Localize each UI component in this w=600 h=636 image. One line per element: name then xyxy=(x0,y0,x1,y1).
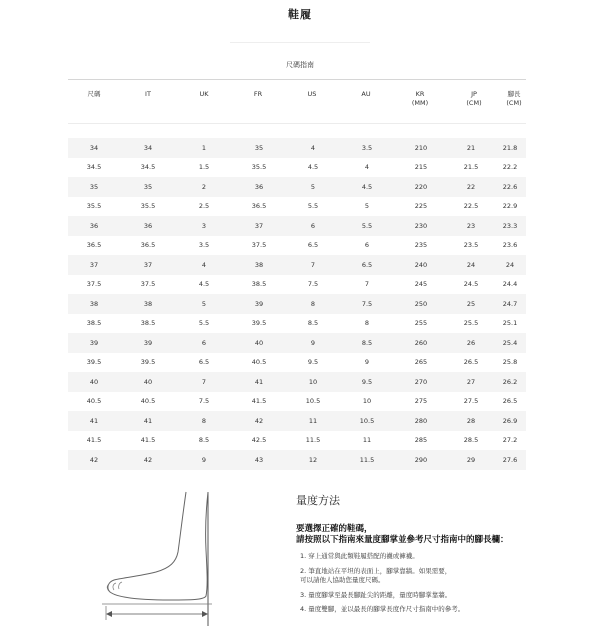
table-cell: 39 xyxy=(232,294,286,314)
table-cell: 35 xyxy=(68,177,120,197)
table-cell: 40.5 xyxy=(251,358,267,367)
table-row xyxy=(68,333,526,353)
table-cell: 2 xyxy=(176,177,232,197)
table-cell: 5 xyxy=(364,202,370,211)
table-cell: 38.5 xyxy=(140,319,156,328)
table-cell: 42 xyxy=(232,411,286,431)
table-cell: 6 xyxy=(286,216,340,236)
column-header: KR (MM) xyxy=(411,90,429,107)
table-cell: 3 xyxy=(176,216,232,236)
table-cell: 26.5 xyxy=(463,358,479,367)
table-cell: 220 xyxy=(394,177,448,197)
table-cell: 21 xyxy=(448,138,494,158)
table-cell: 37.5 xyxy=(251,241,267,250)
measure-step: 1. 穿上通常與此類鞋履搭配的襪或褲襪。 xyxy=(300,552,419,560)
table-cell: 34 xyxy=(68,138,120,158)
size-table xyxy=(68,138,526,470)
measure-steps xyxy=(300,552,590,620)
table-cell: 39.5 xyxy=(251,319,267,328)
table-cell: 35 xyxy=(232,138,286,158)
table-cell: 7 xyxy=(286,255,340,275)
table-cell: 22.6 xyxy=(494,177,526,197)
table-cell: 36.5 xyxy=(251,202,267,211)
table-cell: 11 xyxy=(286,411,340,431)
table-cell: 22.2 xyxy=(502,163,518,172)
table-cell: 1 xyxy=(176,138,232,158)
table-cell: 4 xyxy=(286,138,340,158)
page-title: 鞋履 xyxy=(288,8,312,21)
table-row xyxy=(68,255,526,275)
table-cell: 41.5 xyxy=(251,397,267,406)
header-divider xyxy=(68,123,526,124)
table-cell: 7 xyxy=(364,280,370,289)
table-cell: 8 xyxy=(286,294,340,314)
tab-size-guide[interactable]: 尺碼指南 xyxy=(286,61,314,69)
table-cell: 275 xyxy=(414,397,428,406)
measure-intro-line1: 要選擇正確的鞋碼， xyxy=(296,524,373,534)
table-cell: 225 xyxy=(414,202,428,211)
table-row xyxy=(68,353,526,373)
table-cell: 40 xyxy=(232,333,286,353)
table-cell: 9.5 xyxy=(307,358,319,367)
table-cell: 35 xyxy=(120,177,176,197)
table-cell: 22.5 xyxy=(463,202,479,211)
table-row xyxy=(68,392,526,412)
table-cell: 26.5 xyxy=(502,397,518,406)
table-cell: 26.9 xyxy=(494,411,526,431)
table-cell: 40.5 xyxy=(140,397,156,406)
table-cell: 27.2 xyxy=(502,436,518,445)
table-cell: 41.5 xyxy=(140,436,156,445)
table-cell: 8 xyxy=(364,319,370,328)
table-cell: 24 xyxy=(448,255,494,275)
table-cell: 250 xyxy=(394,294,448,314)
table-cell: 21.5 xyxy=(463,163,479,172)
table-cell: 285 xyxy=(414,436,428,445)
table-row xyxy=(68,177,526,197)
column-header: FR xyxy=(253,90,263,98)
table-cell: 37 xyxy=(120,255,176,275)
table-cell: 5.5 xyxy=(198,319,210,328)
table-cell: 41 xyxy=(68,411,120,431)
table-cell: 215 xyxy=(414,163,428,172)
table-cell: 290 xyxy=(394,450,448,470)
table-cell: 36.5 xyxy=(140,241,156,250)
table-cell: 22.9 xyxy=(502,202,518,211)
table-cell: 40 xyxy=(120,372,176,392)
table-row xyxy=(68,450,526,470)
table-cell: 260 xyxy=(394,333,448,353)
table-cell: 38.5 xyxy=(251,280,267,289)
measure-intro xyxy=(296,524,596,546)
table-cell: 3.5 xyxy=(198,241,210,250)
table-cell: 36 xyxy=(120,216,176,236)
table-cell: 7.5 xyxy=(198,397,210,406)
table-cell: 6.5 xyxy=(340,255,394,275)
table-cell: 4.5 xyxy=(340,177,394,197)
table-cell: 8 xyxy=(176,411,232,431)
table-cell: 10 xyxy=(362,397,372,406)
table-cell: 25.5 xyxy=(463,319,479,328)
table-row xyxy=(68,138,526,158)
table-cell: 25.1 xyxy=(502,319,518,328)
table-cell: 27 xyxy=(448,372,494,392)
table-cell: 28 xyxy=(448,411,494,431)
foot-measure-icon xyxy=(100,490,235,630)
table-cell: 22 xyxy=(448,177,494,197)
table-cell: 41 xyxy=(232,372,286,392)
table-cell: 23.6 xyxy=(502,241,518,250)
table-cell: 8.5 xyxy=(198,436,210,445)
table-cell: 23.3 xyxy=(494,216,526,236)
table-cell: 37 xyxy=(232,216,286,236)
table-cell: 40.5 xyxy=(86,397,102,406)
table-cell: 5 xyxy=(286,177,340,197)
tab-underline xyxy=(68,79,526,80)
table-cell: 10.5 xyxy=(305,397,321,406)
table-header xyxy=(68,90,526,120)
table-cell: 26 xyxy=(448,333,494,353)
table-cell: 24.7 xyxy=(494,294,526,314)
table-cell: 4.5 xyxy=(198,280,210,289)
table-cell: 2.5 xyxy=(198,202,210,211)
table-cell: 37.5 xyxy=(86,280,102,289)
table-cell: 35.5 xyxy=(251,163,267,172)
table-row xyxy=(68,431,526,451)
table-row xyxy=(68,411,526,431)
table-cell: 38 xyxy=(120,294,176,314)
table-row xyxy=(68,294,526,314)
column-header: JP (CM) xyxy=(466,90,482,107)
table-cell: 37.5 xyxy=(140,280,156,289)
table-row xyxy=(68,236,526,256)
table-cell: 25 xyxy=(448,294,494,314)
table-cell: 27.5 xyxy=(463,397,479,406)
table-cell: 23.5 xyxy=(463,241,479,250)
table-cell: 10.5 xyxy=(340,411,394,431)
table-cell: 39 xyxy=(120,333,176,353)
table-cell: 265 xyxy=(414,358,428,367)
table-cell: 39.5 xyxy=(86,358,102,367)
table-cell: 11.5 xyxy=(305,436,321,445)
table-cell: 280 xyxy=(394,411,448,431)
table-cell: 23 xyxy=(448,216,494,236)
column-header: IT xyxy=(145,90,151,98)
measure-step: 3. 量度腳掌至最長腳趾尖的距離，量度時腳掌靠牆。 xyxy=(300,590,452,599)
table-cell: 28.5 xyxy=(463,436,479,445)
table-cell: 5.5 xyxy=(340,216,394,236)
table-cell: 6.5 xyxy=(198,358,210,367)
table-cell: 29 xyxy=(448,450,494,470)
table-cell: 39 xyxy=(68,333,120,353)
table-row xyxy=(68,158,526,178)
table-cell: 8.5 xyxy=(307,319,319,328)
table-cell: 3.5 xyxy=(340,138,394,158)
table-cell: 255 xyxy=(414,319,428,328)
table-cell: 1.5 xyxy=(198,163,210,172)
column-header: 尺碼 xyxy=(87,90,101,98)
table-cell: 6.5 xyxy=(307,241,319,250)
table-cell: 7.5 xyxy=(340,294,394,314)
table-row xyxy=(68,372,526,392)
table-cell: 24.5 xyxy=(463,280,479,289)
table-cell: 11.5 xyxy=(340,450,394,470)
table-cell: 9 xyxy=(286,333,340,353)
table-cell: 9 xyxy=(364,358,370,367)
table-cell: 38.5 xyxy=(86,319,102,328)
table-cell: 235 xyxy=(414,241,428,250)
table-cell: 10 xyxy=(286,372,340,392)
table-cell: 25.4 xyxy=(494,333,526,353)
table-cell: 24.4 xyxy=(502,280,518,289)
table-cell: 9.5 xyxy=(340,372,394,392)
table-cell: 38 xyxy=(68,294,120,314)
table-row xyxy=(68,314,526,334)
table-cell: 210 xyxy=(394,138,448,158)
table-cell: 230 xyxy=(394,216,448,236)
table-cell: 39.5 xyxy=(140,358,156,367)
column-header: UK xyxy=(199,90,209,98)
title-divider xyxy=(230,42,370,43)
table-row xyxy=(68,216,526,236)
table-cell: 25.8 xyxy=(502,358,518,367)
foot-measure-illustration xyxy=(100,490,235,630)
table-cell: 7 xyxy=(176,372,232,392)
table-cell: 43 xyxy=(232,450,286,470)
table-cell: 7.5 xyxy=(307,280,319,289)
table-cell: 42.5 xyxy=(251,436,267,445)
table-cell: 34 xyxy=(120,138,176,158)
column-header: US xyxy=(307,90,317,98)
table-row xyxy=(68,197,526,217)
table-cell: 9 xyxy=(176,450,232,470)
measure-title: 量度方法 xyxy=(296,494,340,507)
table-cell: 4.5 xyxy=(307,163,319,172)
table-cell: 36 xyxy=(68,216,120,236)
table-cell: 34.5 xyxy=(86,163,102,172)
table-cell: 37 xyxy=(68,255,120,275)
column-header: 腳長 (CM) xyxy=(506,90,522,107)
table-row xyxy=(68,275,526,295)
measure-intro-line2: 請按照以下指南來量度腳掌並參考尺寸指南中的腳長欄： xyxy=(296,535,509,545)
table-cell: 42 xyxy=(68,450,120,470)
table-cell: 4 xyxy=(364,163,370,172)
table-cell: 27.6 xyxy=(494,450,526,470)
table-cell: 41 xyxy=(120,411,176,431)
table-cell: 35.5 xyxy=(140,202,156,211)
table-cell: 34.5 xyxy=(140,163,156,172)
table-cell: 11 xyxy=(362,436,372,445)
table-cell: 5 xyxy=(176,294,232,314)
table-cell: 36 xyxy=(232,177,286,197)
table-cell: 245 xyxy=(414,280,428,289)
table-cell: 26.2 xyxy=(494,372,526,392)
measure-step: 2. 筆直地站在平坦的表面上，腳掌靠牆。如果需要， 可以請他人協助您量度尺碼。 xyxy=(300,566,452,584)
table-cell: 38 xyxy=(232,255,286,275)
table-cell: 240 xyxy=(394,255,448,275)
table-cell: 35.5 xyxy=(86,202,102,211)
table-cell: 6 xyxy=(364,241,370,250)
table-cell: 6 xyxy=(176,333,232,353)
table-cell: 36.5 xyxy=(86,241,102,250)
column-header: AU xyxy=(361,90,371,98)
table-cell: 4 xyxy=(176,255,232,275)
table-cell: 40 xyxy=(68,372,120,392)
table-cell: 21.8 xyxy=(494,138,526,158)
table-cell: 12 xyxy=(286,450,340,470)
table-cell: 24 xyxy=(494,255,526,275)
table-cell: 270 xyxy=(394,372,448,392)
measure-step: 4. 量度雙腳，並以最長的腳掌長度作尺寸指南中的參考。 xyxy=(300,605,465,613)
table-cell: 8.5 xyxy=(340,333,394,353)
table-cell: 42 xyxy=(120,450,176,470)
table-cell: 41.5 xyxy=(86,436,102,445)
table-cell: 5.5 xyxy=(307,202,319,211)
